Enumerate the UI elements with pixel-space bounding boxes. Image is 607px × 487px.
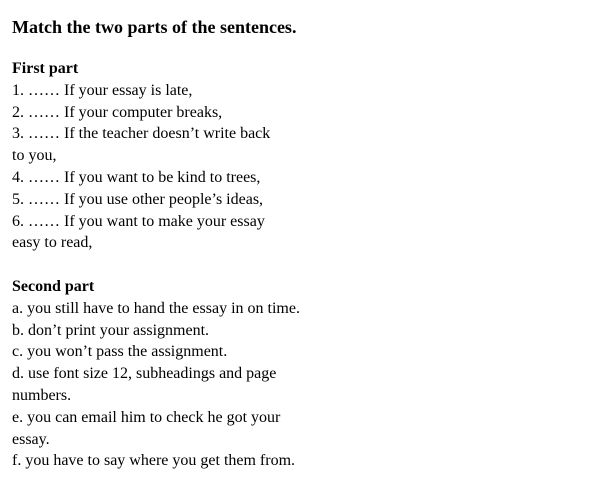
first-part-line: 1. …… If your essay is late, <box>12 81 193 99</box>
first-part-line: 2. …… If your computer breaks, <box>12 103 223 121</box>
second-part-section <box>12 276 332 472</box>
second-part-line: essay. <box>12 430 50 448</box>
second-part-line: e. you can email him to check he got your <box>12 408 281 426</box>
first-part-line: to you, <box>12 147 57 165</box>
second-part-line: c. you won’t pass the assignment. <box>12 343 228 361</box>
section-gap <box>12 254 332 276</box>
second-part-line: numbers. <box>12 386 72 404</box>
first-part-line: 5. …… If you use other people’s ideas, <box>12 190 264 208</box>
first-part-heading: First part <box>12 60 79 77</box>
second-part-line: d. use font size 12, subheadings and page <box>12 365 277 383</box>
second-part-heading: Second part <box>12 277 95 295</box>
second-part-line: f. you have to say where you get them from. <box>12 452 296 470</box>
exercise-title: Match the two parts of the sentences. <box>12 17 297 37</box>
second-part-line: b. don’t print your assignment. <box>12 321 210 339</box>
first-part-line: 4. …… If you want to be kind to trees, <box>12 168 261 186</box>
worksheet <box>12 16 332 472</box>
first-part-line: easy to read, <box>12 234 93 252</box>
second-part-line: a. you still have to hand the essay in on time. <box>12 299 300 317</box>
first-part-line: 3. …… If the teacher doesn’t write back <box>12 125 271 143</box>
first-part-line: 6. …… If you want to make your essay <box>12 212 265 230</box>
first-part-section <box>12 58 332 254</box>
